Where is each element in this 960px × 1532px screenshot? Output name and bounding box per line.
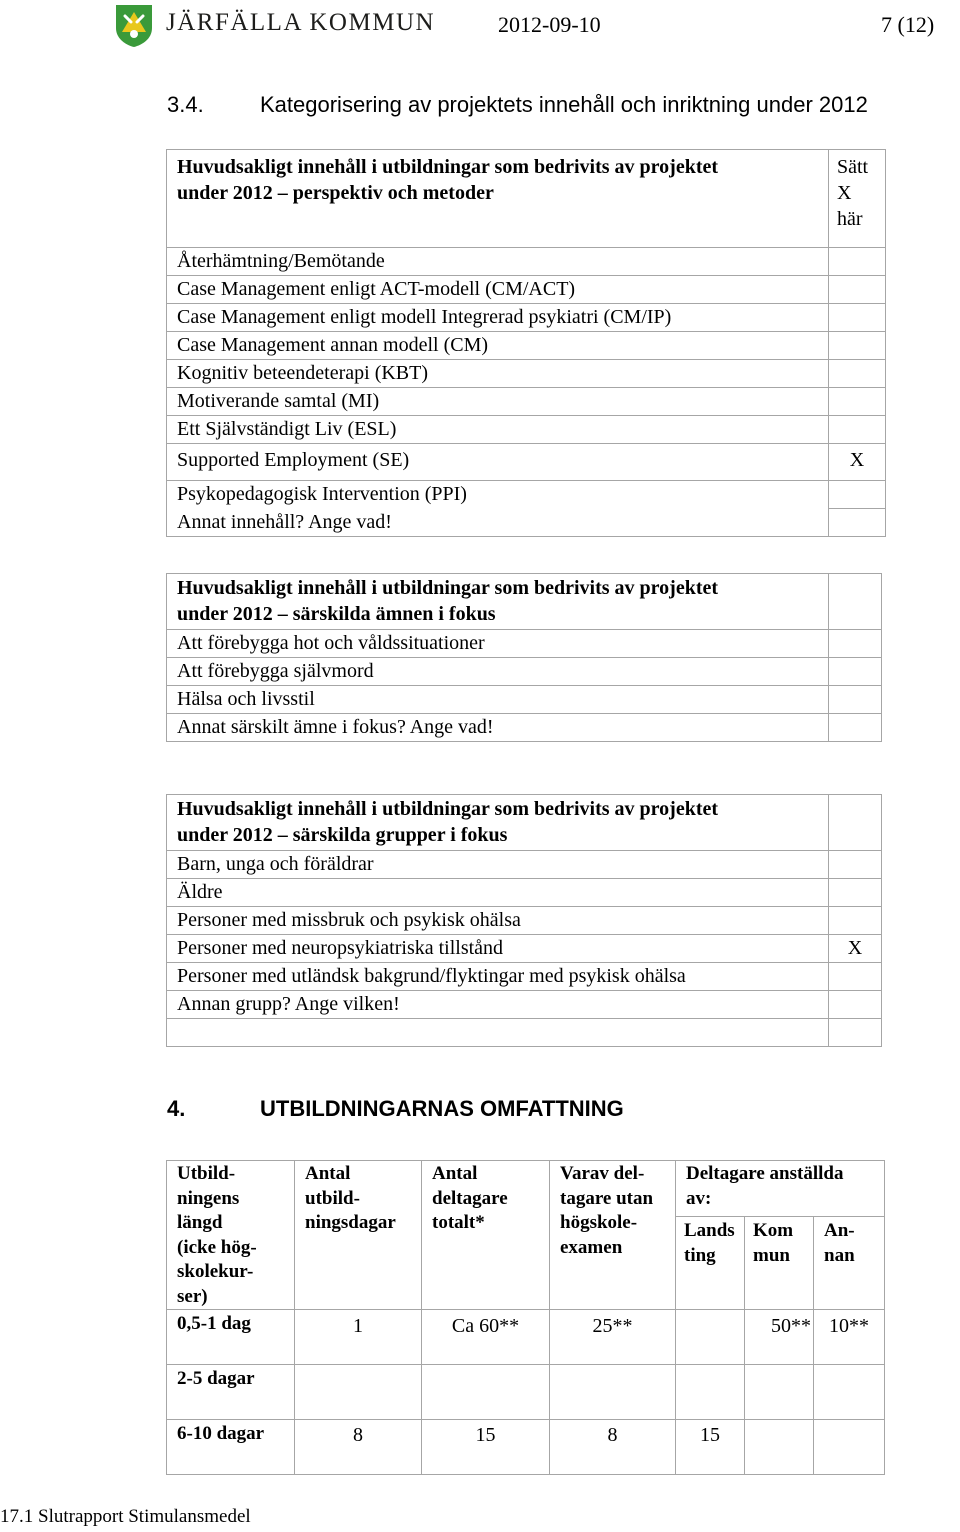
row-label: Hälsa och livsstil	[167, 686, 829, 714]
header-line: Deltagare anställda	[686, 1163, 844, 1184]
header-line: längd	[177, 1212, 223, 1233]
row-label	[167, 1019, 829, 1047]
row-label: Annat innehåll? Ange vad!	[167, 509, 829, 537]
table-row	[167, 1365, 885, 1420]
table-row	[167, 388, 886, 416]
table-row	[167, 658, 882, 686]
row-mark-cell[interactable]	[829, 332, 886, 360]
row-mark-cell[interactable]	[829, 1019, 882, 1047]
table-row	[167, 1310, 885, 1365]
days-cell: 1	[295, 1310, 422, 1365]
mark-header-line: här	[837, 208, 863, 230]
table-row	[167, 963, 882, 991]
header-line: ser)	[177, 1285, 208, 1307]
page-number: 7 (12)	[881, 12, 935, 37]
row-mark-cell[interactable]: X	[829, 444, 886, 481]
row-label: Återhämtning/Bemötande	[167, 248, 829, 276]
row-mark-cell[interactable]	[829, 360, 886, 388]
row-mark-cell[interactable]	[829, 304, 886, 332]
without-degree-header	[550, 1161, 676, 1310]
row-label: Personer med missbruk och psykisk ohälsa	[167, 907, 829, 935]
section-number: 4.	[167, 1096, 186, 1121]
row-mark-cell[interactable]	[829, 276, 886, 304]
section-title: UTBILDNINGARNAS OMFATTNING	[260, 1096, 624, 1121]
header-line: Lands	[684, 1220, 735, 1241]
header-line: nan	[824, 1244, 855, 1266]
table-row	[167, 509, 886, 537]
landsting-cell: 15	[676, 1420, 745, 1475]
participants-cell: Ca 60**	[422, 1310, 550, 1365]
employed-header	[676, 1161, 885, 1217]
table-row	[167, 935, 882, 963]
row-mark-cell[interactable]	[829, 416, 886, 444]
days-cell	[295, 1365, 422, 1420]
table-row	[167, 714, 882, 742]
row-mark-cell[interactable]	[829, 388, 886, 416]
table-row	[167, 991, 882, 1019]
table-row	[167, 686, 882, 714]
row-label: Ett Självständigt Liv (ESL)	[167, 416, 829, 444]
document-date: 2012-09-10	[498, 12, 601, 37]
row-label: Annan grupp? Ange vilken!	[167, 991, 829, 1019]
annan-cell	[814, 1420, 885, 1475]
table-row	[167, 276, 886, 304]
table-header-line: under 2012 – särskilda ämnen i fokus	[177, 603, 496, 625]
row-mark-cell[interactable]	[829, 509, 886, 537]
table-row	[167, 630, 882, 658]
mark-header-line: Sätt	[837, 156, 869, 178]
row-label: Motiverande samtal (MI)	[167, 388, 829, 416]
participants-cell: 15	[422, 1420, 550, 1475]
table-row	[167, 851, 882, 879]
kommun-cell	[745, 1365, 814, 1420]
header-line: Varav del-	[560, 1163, 645, 1184]
header-line: examen	[560, 1236, 623, 1258]
table-row	[167, 444, 886, 481]
header-line: deltagare	[432, 1187, 508, 1209]
mark-header-cell	[829, 150, 886, 248]
days-header	[295, 1161, 422, 1310]
table-row	[167, 1420, 885, 1475]
table-header-row	[167, 1161, 885, 1217]
length-header	[167, 1161, 295, 1310]
table-header-row	[167, 795, 882, 851]
without-degree-cell: 8	[550, 1420, 676, 1475]
header-line: av:	[686, 1187, 712, 1209]
header-line: ting	[684, 1244, 716, 1266]
table-row	[167, 416, 886, 444]
row-label: Kognitiv beteendeterapi (KBT)	[167, 360, 829, 388]
row-label: Case Management enligt modell Integrerad psykiatri (CM/IP)	[167, 304, 829, 332]
header-line: ningsdagar	[305, 1212, 396, 1233]
without-degree-cell: 25**	[550, 1310, 676, 1365]
annan-cell	[814, 1365, 885, 1420]
row-label: Psykopedagogisk Intervention (PPI)	[167, 481, 829, 509]
kommun-header	[745, 1217, 814, 1310]
table-header-cell	[167, 795, 829, 851]
without-degree-cell	[550, 1365, 676, 1420]
table-header-line: under 2012 – perspektiv och metoder	[177, 182, 494, 204]
header-line: totalt*	[432, 1212, 485, 1233]
row-mark-cell[interactable]	[829, 481, 886, 509]
header-line: ningens	[177, 1187, 240, 1209]
table-row	[167, 1019, 882, 1047]
header-line: An-	[824, 1220, 855, 1241]
mark-header-line: X	[837, 182, 852, 204]
row-label: Personer med neuropsykiatriska tillstånd	[167, 935, 829, 963]
row-mark-cell[interactable]	[829, 658, 882, 686]
logo-wordmark: JÄRFÄLLA KOMMUN	[166, 9, 436, 36]
section-title: Kategorisering av projektets innehåll och inriktning under 2012	[260, 92, 868, 117]
kommun-cell: 50**	[745, 1310, 814, 1365]
length-cell: 2-5 dagar	[167, 1365, 295, 1420]
mark-header-cell	[829, 795, 882, 851]
row-label: Case Management annan modell (CM)	[167, 332, 829, 360]
row-mark-cell[interactable]	[829, 879, 882, 907]
landsting-cell	[676, 1365, 745, 1420]
row-label: Att förebygga självmord	[167, 658, 829, 686]
length-cell: 0,5-1 dag	[167, 1310, 295, 1365]
row-mark-cell[interactable]	[829, 991, 882, 1019]
municipality-logo-icon	[115, 4, 153, 48]
table-header-line: under 2012 – särskilda grupper i fokus	[177, 824, 508, 846]
table-header-line: Huvudsakligt innehåll i utbildningar som bedrivits av projektet	[177, 577, 719, 599]
length-cell: 6-10 dagar	[167, 1420, 295, 1475]
groups-table	[166, 794, 882, 1047]
scope-table	[166, 1160, 885, 1475]
row-label: Case Management enligt ACT-modell (CM/ACT)	[167, 276, 829, 304]
header-line: Antal	[432, 1163, 478, 1184]
table-header-cell	[167, 150, 829, 248]
row-mark-cell[interactable]	[829, 851, 882, 879]
row-label: Supported Employment (SE)	[167, 444, 829, 481]
header-line: (icke hög-	[177, 1236, 257, 1258]
table-header-row	[167, 150, 886, 248]
row-mark-cell[interactable]	[829, 248, 886, 276]
header-line: Kom	[753, 1220, 794, 1241]
header-line: Antal	[305, 1163, 351, 1184]
landsting-cell	[676, 1310, 745, 1365]
row-mark-cell[interactable]	[829, 907, 882, 935]
row-mark-cell[interactable]	[829, 963, 882, 991]
row-mark-cell[interactable]: X	[829, 935, 882, 963]
table-header-line: Huvudsakligt innehåll i utbildningar som bedrivits av projektet	[177, 798, 719, 820]
landsting-header	[676, 1217, 745, 1310]
participants-header	[422, 1161, 550, 1310]
annan-cell: 10**	[814, 1310, 885, 1365]
page-footer: 17.1 Slutrapport Stimulansmedel	[0, 1506, 251, 1527]
table-row	[167, 360, 886, 388]
table-row	[167, 248, 886, 276]
annan-header	[814, 1217, 885, 1310]
row-label: Annat särskilt ämne i fokus? Ange vad!	[167, 714, 829, 742]
kommun-cell	[745, 1420, 814, 1475]
row-label: Att förebygga hot och våldssituationer	[167, 630, 829, 658]
days-cell: 8	[295, 1420, 422, 1475]
row-mark-cell[interactable]	[829, 714, 882, 742]
mark-header-cell	[829, 574, 882, 630]
header-line: tagare utan	[560, 1187, 654, 1209]
table-header-line: Huvudsakligt innehåll i utbildningar som bedrivits av projektet	[177, 156, 719, 178]
table-row	[167, 304, 886, 332]
header-line: skolekur-	[177, 1261, 254, 1282]
row-label: Barn, unga och föräldrar	[167, 851, 829, 879]
table-row	[167, 907, 882, 935]
header-line: högskole-	[560, 1212, 638, 1233]
table-header-row	[167, 574, 882, 630]
header-line: mun	[753, 1244, 790, 1266]
row-mark-cell[interactable]	[829, 686, 882, 714]
header-line: utbild-	[305, 1187, 360, 1209]
row-label: Personer med utländsk bakgrund/flyktingar med psykisk ohälsa	[167, 963, 829, 991]
table-row	[167, 879, 882, 907]
row-label: Äldre	[167, 879, 829, 907]
subjects-table	[166, 573, 882, 742]
table-header-cell	[167, 574, 829, 630]
table-row	[167, 332, 886, 360]
header-line: Utbild-	[177, 1163, 236, 1184]
methods-table	[166, 149, 886, 537]
participants-cell	[422, 1365, 550, 1420]
row-mark-cell[interactable]	[829, 630, 882, 658]
section-number: 3.4.	[167, 92, 204, 117]
table-row	[167, 481, 886, 509]
